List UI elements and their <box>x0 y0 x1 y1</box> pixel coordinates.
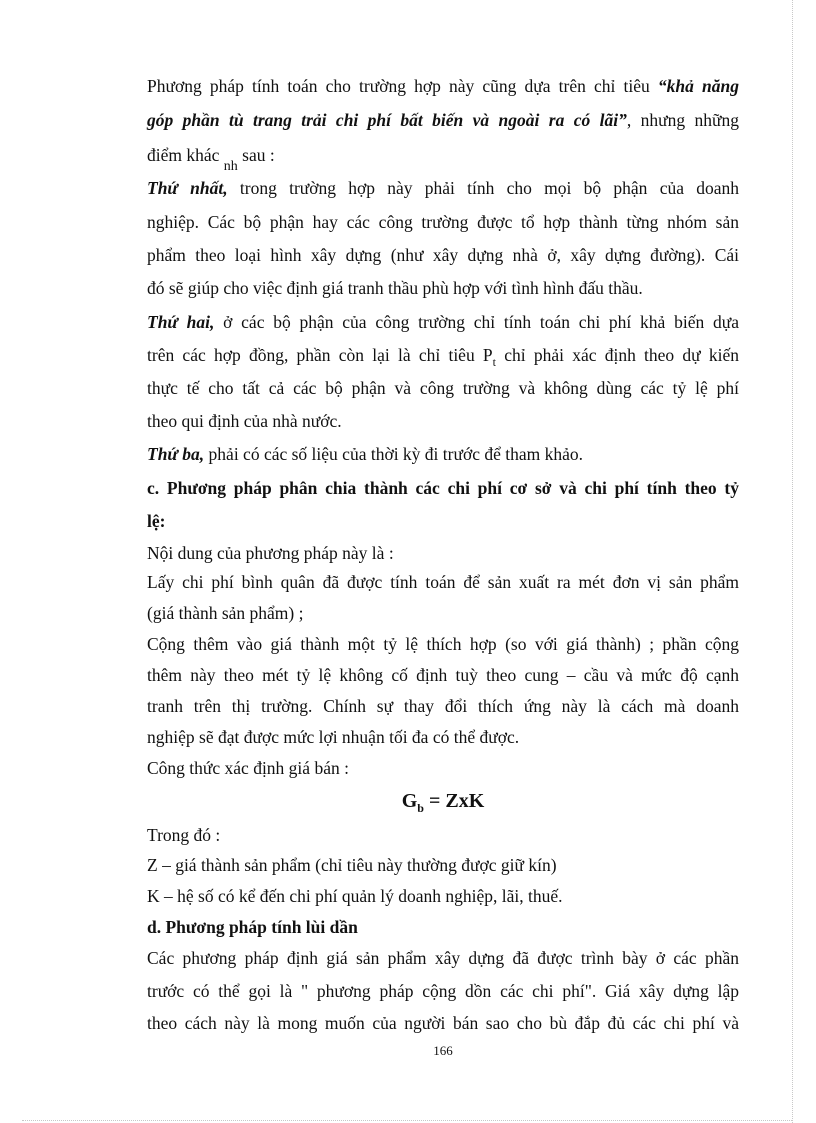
para4-text: phải có các số liệu của thời kỳ đi trước để tham khảo. <box>204 444 584 464</box>
para4-line <box>147 442 739 466</box>
para3-text: ở các bộ phận của công trường chỉ tính toán chi phí khả biến dựa <box>214 312 739 332</box>
definition-k: K – hệ số có kể đến chi phí quản lý doanh nghiệp, lãi, thuế. <box>147 886 563 906</box>
para2-text: trong trường hợp này phải tính cho mọi bộ phận của doanh <box>227 178 740 198</box>
heading-d: d. Phương pháp tính lùi dần <box>147 917 358 937</box>
para2-line2: nghiệp. Các bộ phận hay các công trường được tổ hợp thành từng nhóm sản <box>147 212 739 232</box>
para3-line4: theo qui định của nhà nước. <box>147 411 342 431</box>
pt-subscript: t <box>492 355 497 369</box>
para2-line4: đó sẽ giúp cho việc định giá tranh thầu phù hợp với tình hình đấu thầu. <box>147 278 643 298</box>
para1-text-tail: sau : <box>237 145 275 165</box>
para7-line1: Các phương pháp định giá sản phẩm xây dựng đã được trình bày ở các phần <box>147 948 739 968</box>
definition-z: Z – giá thành sản phẩm (chỉ tiêu này thường được giữ kín) <box>147 855 557 875</box>
para6-line3: tranh trên thị trường. Chính sự thay đổi thích ứng này là cách mà doanh <box>147 696 739 716</box>
heading-c-line2: lệ: <box>147 511 166 531</box>
para3-line3: thực tế cho tất cả các bộ phận và công trường và không dùng các tỷ lệ phí <box>147 378 739 398</box>
para3-text-a: trên các hợp đồng, phần còn lại là chỉ tiêu P <box>147 345 493 365</box>
para5-line2: (giá thành sản phẩm) ; <box>147 603 304 623</box>
para1-emphasis: “khả năng <box>657 76 739 96</box>
formula-intro: Công thức xác định giá bán : <box>147 758 349 778</box>
formula-rhs: = ZxK <box>423 790 485 812</box>
para3-text-b: chỉ phải xác định theo dự kiến <box>496 345 739 365</box>
para2-line1 <box>147 176 739 200</box>
content-intro: Nội dung của phương pháp này là : <box>147 543 394 563</box>
where-label: Trong đó : <box>147 825 221 845</box>
para3-line2 <box>147 343 739 374</box>
para2-line3: phẩm theo loại hình xây dựng (như xây dựng nhà ở, xây dựng đường). Cái <box>147 245 739 265</box>
para1-text: Phương pháp tính toán cho trường hợp này cũng dựa trên chỉ tiêu <box>147 76 658 96</box>
formula-subscript: b <box>417 801 424 815</box>
para6-line2: thêm này theo mét tỷ lệ không cố định tuỳ theo cung – cầu và mức độ cạnh <box>147 665 739 685</box>
para4-lead: Thứ ba, <box>147 444 205 464</box>
para6-line1: Cộng thêm vào giá thành một tỷ lệ thích hợp (so với giá thành) ; phần cộng <box>147 634 739 654</box>
heading-c-line1: c. Phương pháp phân chia thành các chi phí cơ sở và chi phí tính theo tỷ <box>147 478 739 498</box>
para2-lead: Thứ nhất, <box>147 178 228 198</box>
price-formula <box>147 788 739 821</box>
para7-line3: theo cách này là mong muốn của người bán sao cho bù đắp đủ các chi phí và <box>147 1013 739 1033</box>
para3-line1 <box>147 310 739 334</box>
para6-line4: nghiệp sẽ đạt được mức lợi nhuận tối đa có thể được. <box>147 727 520 747</box>
para1-line3 <box>147 143 739 179</box>
page-border-bottom <box>22 1120 792 1121</box>
para1-nh-fragment: nh <box>223 159 238 174</box>
formula-lhs: G <box>401 790 418 812</box>
para7-line2: trước có thể gọi là " phương pháp cộng dồn các chi phí". Giá xây dựng lập <box>147 981 739 1001</box>
page-border-right <box>792 0 793 1123</box>
para1-line1 <box>147 74 739 98</box>
para1-text-end: điểm khác <box>147 145 224 165</box>
para3-lead: Thứ hai, <box>147 312 215 332</box>
para5-line1: Lấy chi phí bình quân đã được tính toán để sản xuất ra mét đơn vị sản phẩm <box>147 572 739 592</box>
page-number: 166 <box>433 1043 453 1058</box>
para1-emphasis-cont: góp phần tù trang trải chi phí bất biến và ngoài ra có lãi” <box>147 110 627 130</box>
para1-text-cont: , nhưng những <box>626 110 739 130</box>
para1-line2 <box>147 108 739 132</box>
